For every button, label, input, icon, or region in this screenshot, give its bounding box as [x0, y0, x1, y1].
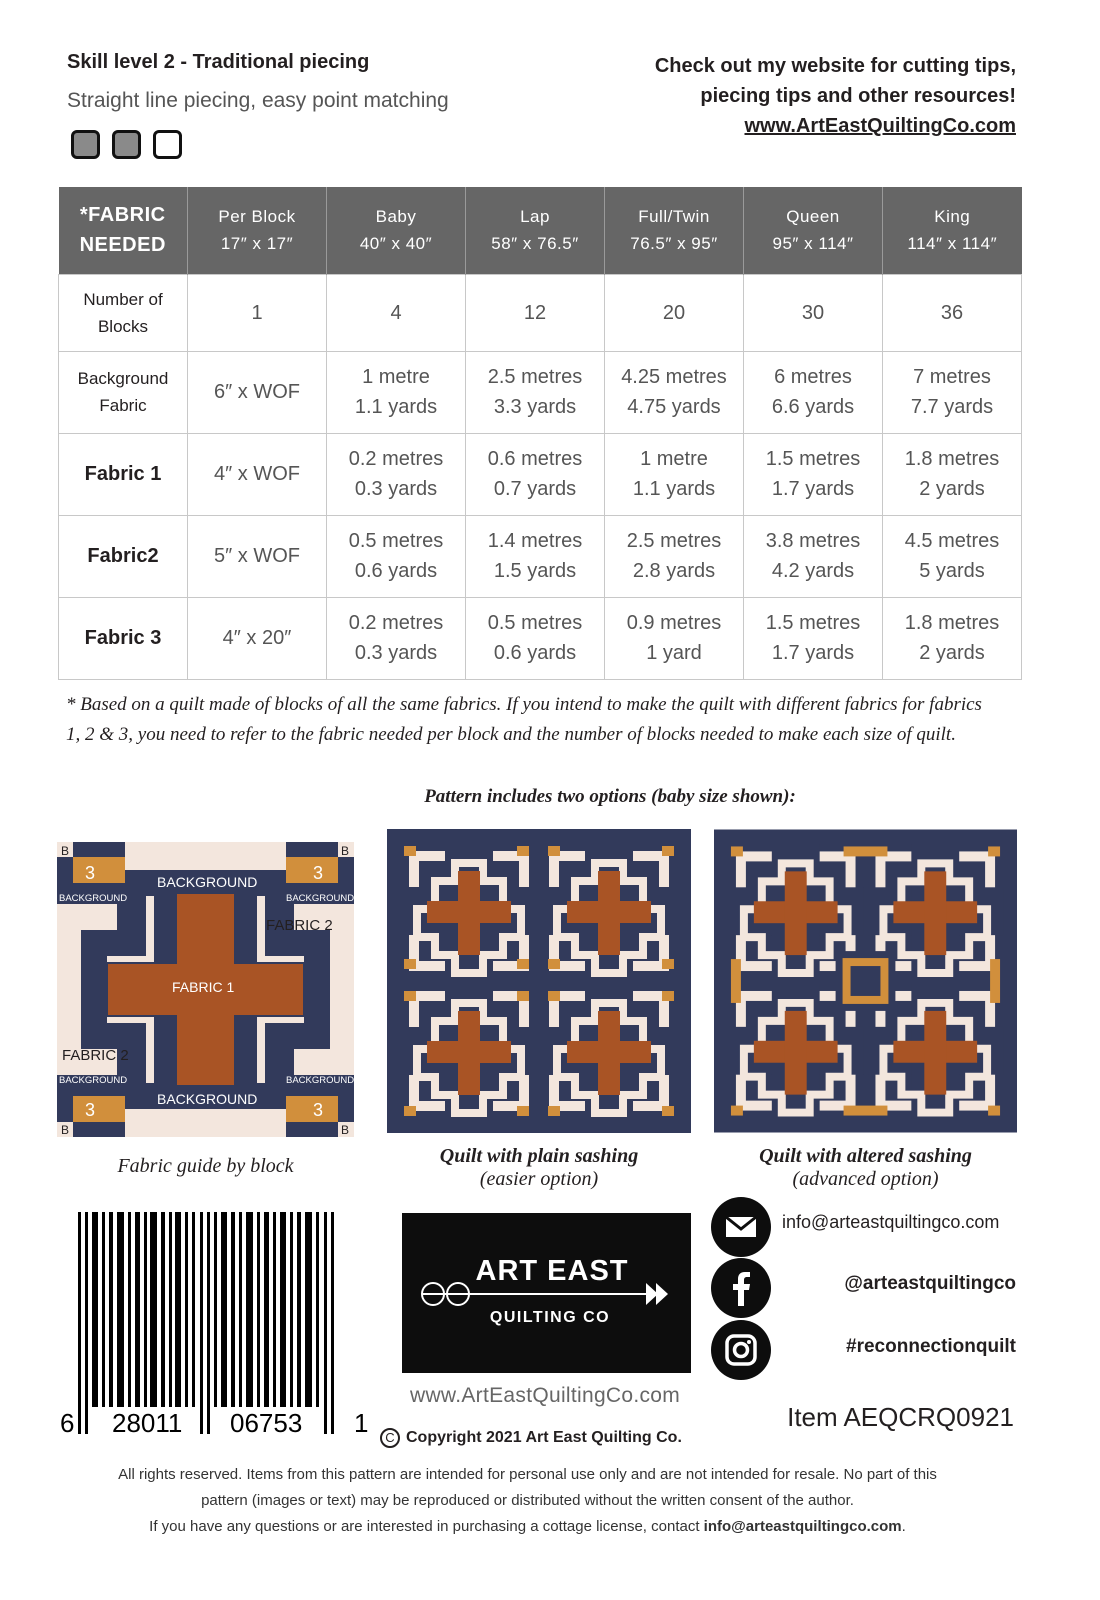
- legal-email[interactable]: info@arteastquiltingco.com: [703, 1518, 902, 1535]
- table-cell: [605, 515, 744, 597]
- logo-line1: ART EAST: [475, 1255, 629, 1287]
- column-header: [605, 187, 744, 274]
- column-size: 40″ x 40″: [359, 234, 433, 254]
- column-name: King: [934, 207, 971, 227]
- cell-metres: 2.5 metres: [487, 366, 583, 388]
- cell-yards: 0.3 yards: [354, 478, 438, 500]
- caption-title: Quilt with plain sashing: [439, 1145, 639, 1167]
- corner-line2: NEEDED: [79, 234, 166, 257]
- table-cell: [466, 597, 605, 679]
- table-header-row: [59, 187, 1022, 274]
- fabric-needed-table: [58, 187, 1022, 680]
- quilt-plain-sashing-image: [387, 829, 691, 1133]
- row-label: [59, 274, 188, 351]
- website-note-line1: Check out my website for cutting tips,: [654, 55, 1016, 77]
- table-cell: [744, 515, 883, 597]
- table-cell: [466, 515, 605, 597]
- cell-yards: 2.8 yards: [632, 560, 716, 582]
- quilt-altered-sashing-image: [714, 829, 1017, 1133]
- cell-yards: 1.1 yards: [354, 396, 438, 418]
- table-cell: 4″ x 20″: [188, 597, 327, 679]
- table-cell: [466, 433, 605, 515]
- label-3: 3: [85, 1100, 96, 1120]
- label-b: B: [61, 844, 70, 858]
- cell-yards: 1.1 yards: [632, 478, 716, 500]
- cell-metres: 4.25 metres: [621, 366, 727, 388]
- cell-yards: 4.75 yards: [627, 396, 721, 418]
- table-row-blocks: [59, 274, 1022, 351]
- table-cell: [327, 515, 466, 597]
- table-row: [59, 433, 1022, 515]
- cell-metres: 6 metres: [774, 366, 852, 388]
- cell-yards: 7.7 yards: [910, 396, 994, 418]
- cell-metres: 2.5 metres: [626, 530, 722, 552]
- cell-yards: 1.7 yards: [771, 642, 855, 664]
- skill-level-title: Skill level 2 - Traditional piecing: [67, 51, 370, 73]
- barcode-digit: 1: [354, 1408, 369, 1438]
- column-name: Queen: [786, 207, 840, 227]
- logo-arrowhead-icon: [656, 1283, 668, 1305]
- label-b: B: [61, 1123, 70, 1137]
- legal-notice: [0, 1462, 1055, 1540]
- cell-yards: 0.7 yards: [493, 478, 577, 500]
- skill-box-filled-icon: [71, 130, 100, 159]
- cell-metres: 1.5 metres: [765, 612, 861, 634]
- table-cell: [883, 597, 1022, 679]
- label-fabric2: FABRIC 2: [266, 917, 333, 934]
- table-cell: 1: [188, 274, 327, 351]
- cell-yards: 1.5 yards: [493, 560, 577, 582]
- cell-metres: 0.6 metres: [487, 448, 583, 470]
- cell-metres: 1 metre: [362, 366, 430, 388]
- skill-box-empty-icon: [153, 130, 182, 159]
- contact-social-handle[interactable]: @arteastquiltingco: [844, 1273, 1016, 1294]
- cell-metres: 4.5 metres: [904, 530, 1000, 552]
- label-3: 3: [85, 863, 96, 883]
- column-size: 58″ x 76.5″: [491, 234, 579, 254]
- label-3: 3: [313, 863, 324, 883]
- table-cell: [605, 597, 744, 679]
- table-cell: [327, 351, 466, 433]
- skill-box-filled-icon: [112, 130, 141, 159]
- legal-end: .: [901, 1518, 906, 1535]
- row-label: Fabric 1: [59, 433, 188, 515]
- legal-line1: All rights reserved. Items from this pattern are intended for personal use only and are not intended for resale. No part of this: [118, 1466, 937, 1483]
- label-background-small: BACKGROUND: [59, 893, 128, 904]
- fabric-guide-block-diagram: [57, 842, 354, 1137]
- table-cell: 4: [327, 274, 466, 351]
- row-label-line1: Background: [77, 369, 169, 388]
- table-row: [59, 515, 1022, 597]
- cell-metres: 3.8 metres: [765, 530, 861, 552]
- column-header: [466, 187, 605, 274]
- cell-yards: 2 yards: [919, 478, 985, 500]
- legal-line3-text: If you have any questions or are interested in purchasing a cottage license, contact: [149, 1518, 700, 1535]
- caption-sub: (advanced option): [792, 1168, 939, 1190]
- cell-yards: 4.2 yards: [771, 560, 855, 582]
- cell-metres: 1 metre: [640, 448, 708, 470]
- label-fabric1: FABRIC 1: [172, 979, 235, 995]
- column-size: 95″ x 114″: [772, 234, 854, 254]
- skill-rating: [71, 130, 182, 159]
- table-row: [59, 597, 1022, 679]
- label-background: BACKGROUND: [157, 874, 258, 890]
- table-cell: 30: [744, 274, 883, 351]
- facebook-icon[interactable]: [711, 1258, 771, 1318]
- column-header: [744, 187, 883, 274]
- table-cell: [883, 433, 1022, 515]
- art-east-logo: [402, 1213, 691, 1373]
- column-size: 17″ x 17″: [220, 234, 294, 254]
- table-cell: 6″ x WOF: [188, 351, 327, 433]
- copyright-icon: C: [380, 1428, 400, 1448]
- row-label: Fabric2: [59, 515, 188, 597]
- label-b: B: [341, 1123, 350, 1137]
- column-header: [327, 187, 466, 274]
- label-background-small: BACKGROUND: [286, 893, 354, 904]
- table-cell: [605, 433, 744, 515]
- cell-yards: 2 yards: [919, 642, 985, 664]
- table-row: [59, 351, 1022, 433]
- table-cell: [605, 351, 744, 433]
- cell-yards: 5 yards: [919, 560, 985, 582]
- table-cell: 20: [605, 274, 744, 351]
- website-note-line2: piecing tips and other resources!: [700, 85, 1016, 107]
- label-background: BACKGROUND: [157, 1091, 258, 1107]
- instagram-icon[interactable]: [711, 1320, 771, 1380]
- column-header: [188, 187, 327, 274]
- table-cell: 36: [883, 274, 1022, 351]
- cell-metres: 1.8 metres: [904, 448, 1000, 470]
- barcode-digit: 28011: [112, 1408, 183, 1438]
- table-cell: [883, 515, 1022, 597]
- email-icon[interactable]: [711, 1197, 771, 1257]
- cell-metres: 0.2 metres: [348, 612, 444, 634]
- legal-line2: pattern (images or text) may be reproduced or distributed without the written consent of the author.: [201, 1492, 854, 1509]
- copyright-text: Copyright 2021 Art East Quilting Co.: [406, 1429, 682, 1446]
- item-number: Item AEQCRQ0921: [787, 1402, 1014, 1432]
- cell-yards: 3.3 yards: [493, 396, 577, 418]
- table-cell: 12: [466, 274, 605, 351]
- column-name: Per Block: [218, 207, 296, 227]
- cell-metres: 0.5 metres: [487, 612, 583, 634]
- row-label-line2: Fabric: [99, 396, 147, 415]
- cell-metres: 0.2 metres: [348, 448, 444, 470]
- barcode-bars: [78, 1212, 334, 1434]
- table-cell: [883, 351, 1022, 433]
- cell-metres: 7 metres: [913, 366, 991, 388]
- cell-yards: 0.6 yards: [354, 560, 438, 582]
- table-cell: 4″ x WOF: [188, 433, 327, 515]
- table-cell: 5″ x WOF: [188, 515, 327, 597]
- cell-metres: 1.5 metres: [765, 448, 861, 470]
- legal-line3: [0, 1514, 1055, 1540]
- label-3: 3: [313, 1100, 324, 1120]
- options-heading: Pattern includes two options (baby size shown):: [424, 786, 796, 807]
- caption-sub: (easier option): [479, 1168, 599, 1190]
- website-note: [655, 51, 1016, 141]
- logo-line2: QUILTING CO: [489, 1309, 611, 1326]
- website-link[interactable]: www.ArtEastQuiltingCo.com: [744, 115, 1016, 137]
- label-background-small: BACKGROUND: [286, 1075, 354, 1086]
- row-label-line2: Blocks: [97, 316, 149, 336]
- label-fabric2: FABRIC 2: [62, 1047, 129, 1064]
- footer-site-url[interactable]: www.ArtEastQuiltingCo.com: [410, 1384, 681, 1407]
- cell-metres: 0.9 metres: [626, 612, 722, 634]
- barcode-digit: 06753: [230, 1408, 303, 1438]
- cell-yards: 1 yard: [646, 642, 702, 664]
- column-size: 114″ x 114″: [907, 234, 998, 254]
- table-cell: [744, 351, 883, 433]
- cell-yards: 0.3 yards: [354, 642, 438, 664]
- caption-title: Quilt with altered sashing: [759, 1145, 972, 1167]
- barcode-digit: 6: [60, 1408, 75, 1438]
- contact-hashtag[interactable]: #reconnectionquilt: [846, 1336, 1016, 1357]
- table-footnote: * Based on a quilt made of blocks of all the same fabrics. If you intend to make the quilt with different fabrics for fabrics 1, 2 & 3, you need to refer to the fabric needed per block and the number of blocks needed to make each size of quilt.: [66, 694, 982, 745]
- table-corner-header: [59, 187, 188, 274]
- cell-metres: 0.5 metres: [348, 530, 444, 552]
- barcode: [58, 1212, 370, 1440]
- column-name: Lap: [520, 207, 550, 227]
- column-name: Full/Twin: [638, 207, 710, 227]
- corner-line1: *FABRIC: [79, 204, 166, 227]
- cell-yards: 1.7 yards: [771, 478, 855, 500]
- table-cell: [744, 597, 883, 679]
- cell-metres: 1.8 metres: [904, 612, 1000, 634]
- table-cell: [327, 597, 466, 679]
- column-name: Baby: [375, 207, 417, 227]
- row-label-line1: Number of: [83, 289, 163, 309]
- column-size: 76.5″ x 95″: [630, 234, 718, 254]
- table-cell: [327, 433, 466, 515]
- column-header: [883, 187, 1022, 274]
- block-guide-caption: Fabric guide by block: [117, 1155, 294, 1177]
- cell-metres: 1.4 metres: [487, 530, 583, 552]
- quilt-altered-caption: [714, 1145, 1017, 1191]
- table-cell: [466, 351, 605, 433]
- skill-level-subtitle: Straight line piecing, easy point matching: [67, 89, 449, 112]
- row-label: [59, 351, 188, 433]
- copyright-line: [380, 1428, 682, 1448]
- label-background-small: BACKGROUND: [59, 1075, 128, 1086]
- cell-yards: 0.6 yards: [493, 642, 577, 664]
- table-cell: [744, 433, 883, 515]
- contact-email[interactable]: info@arteastquiltingco.com: [782, 1212, 1000, 1232]
- label-b: B: [341, 844, 350, 858]
- quilt-plain-caption: [387, 1145, 691, 1191]
- cell-yards: 6.6 yards: [771, 396, 855, 418]
- row-label: Fabric 3: [59, 597, 188, 679]
